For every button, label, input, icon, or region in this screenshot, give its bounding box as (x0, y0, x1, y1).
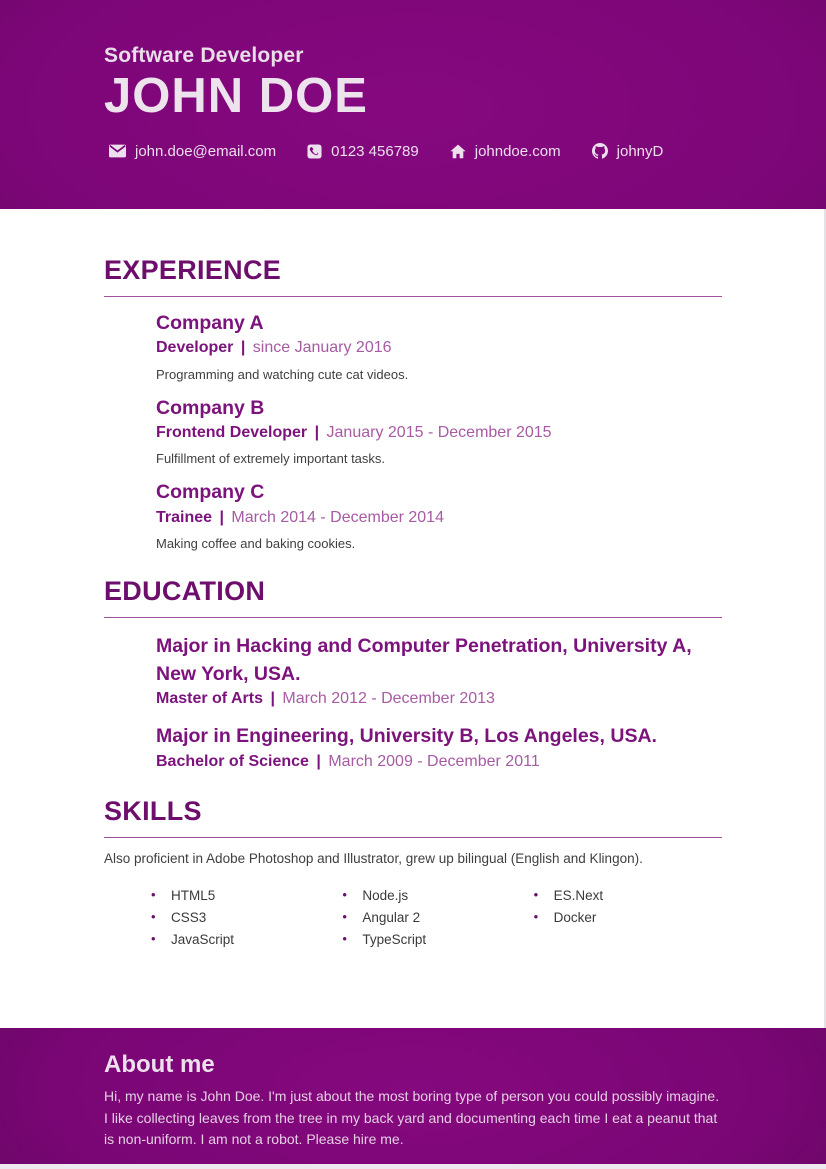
person-name: JOHN DOE (104, 69, 368, 123)
skills-columns (148, 887, 722, 953)
about-me-banner (0, 1028, 826, 1164)
role-line (156, 508, 722, 527)
degree-title: Bachelor of Science (156, 753, 309, 771)
role-period: March 2014 - December 2014 (231, 508, 444, 526)
skill-item: • JavaScript (148, 931, 339, 949)
skill-item: • HTML5 (148, 887, 339, 905)
skills-intro: Also proficient in Adobe Photoshop and Illustrator, grew up bilingual (English and Klingon). (104, 851, 643, 867)
contact-phone-label: 0123 456789 (331, 142, 419, 160)
degree-line (156, 752, 722, 771)
experience-entry (156, 397, 722, 467)
about-me-text: Hi, my name is John Doe. I'm just about the most boring type of person you could possibly imagine. I like collecting leaves from the tree in my back yard and documenting each time I eat a peanut that is non-uniform. I am not a robot. Please hire me. (104, 1088, 720, 1148)
contact-website[interactable] (450, 143, 561, 160)
degree-line (156, 689, 722, 708)
degree-separator: | (270, 690, 275, 708)
about-me-heading: About me (104, 1051, 215, 1078)
role-period: January 2015 - December 2015 (326, 424, 552, 442)
role-line (156, 423, 722, 442)
degree-separator: | (316, 753, 321, 771)
company-name: Company B (156, 396, 265, 419)
envelope-icon (109, 144, 126, 158)
contact-website-label: johndoe.com (474, 142, 561, 160)
skills-column-1 (148, 887, 339, 953)
role-title: Trainee (156, 508, 213, 526)
skill-item: • Angular 2 (339, 909, 530, 927)
skill-item: • Docker (531, 909, 722, 927)
home-icon (450, 144, 466, 159)
skills-column-3 (531, 887, 722, 953)
company-name: Company A (156, 312, 264, 335)
skills-column-2 (339, 887, 530, 953)
experience-heading: EXPERIENCE (104, 255, 722, 297)
experience-entry (156, 481, 722, 551)
degree-title: Master of Arts (156, 690, 263, 708)
education-entry (156, 633, 722, 709)
school-name: Major in Engineering, University B, Los Angeles, USA. (156, 725, 657, 748)
experience-entries (156, 312, 722, 551)
education-entries (156, 633, 722, 771)
role-separator: | (240, 339, 246, 357)
contact-row (109, 143, 722, 160)
degree-period: March 2012 - December 2013 (282, 690, 495, 708)
contact-phone[interactable] (307, 143, 419, 160)
education-entry (156, 723, 722, 771)
skill-item: • Node.js (339, 887, 530, 905)
skill-item: • TypeScript (339, 931, 530, 949)
section-skills (104, 796, 722, 953)
role-separator: | (219, 508, 224, 526)
role-description: Making coffee and baking cookies. (156, 535, 356, 551)
contact-email[interactable] (109, 143, 276, 160)
role-title: Frontend Developer (156, 424, 308, 442)
role-description: Programming and watching cute cat videos. (156, 366, 409, 382)
skill-item: • ES.Next (531, 887, 722, 905)
school-name: Major in Hacking and Computer Penetration, University A, New York, USA. (156, 634, 692, 685)
phone-icon (307, 144, 322, 159)
experience-entry (156, 312, 722, 382)
contact-email-label: john.doe@email.com (135, 142, 277, 160)
role-title: Developer (156, 339, 234, 357)
section-experience (104, 255, 722, 551)
company-name: Company C (156, 481, 265, 504)
role-line (156, 338, 722, 357)
role-period: since January 2016 (252, 339, 392, 357)
skill-item: • CSS3 (148, 909, 339, 927)
role-description: Fulfillment of extremely important tasks. (156, 451, 386, 467)
section-education (104, 576, 722, 771)
header-banner (0, 0, 826, 209)
job-title: Software Developer (104, 44, 304, 67)
skills-heading: SKILLS (104, 796, 722, 838)
role-separator: | (314, 424, 320, 442)
resume-body (0, 209, 826, 1028)
contact-github[interactable] (592, 143, 664, 160)
contact-github-label: johnyD (616, 142, 664, 160)
degree-period: March 2009 - December 2011 (328, 753, 540, 771)
education-heading: EDUCATION (104, 576, 722, 618)
github-icon (592, 143, 608, 159)
